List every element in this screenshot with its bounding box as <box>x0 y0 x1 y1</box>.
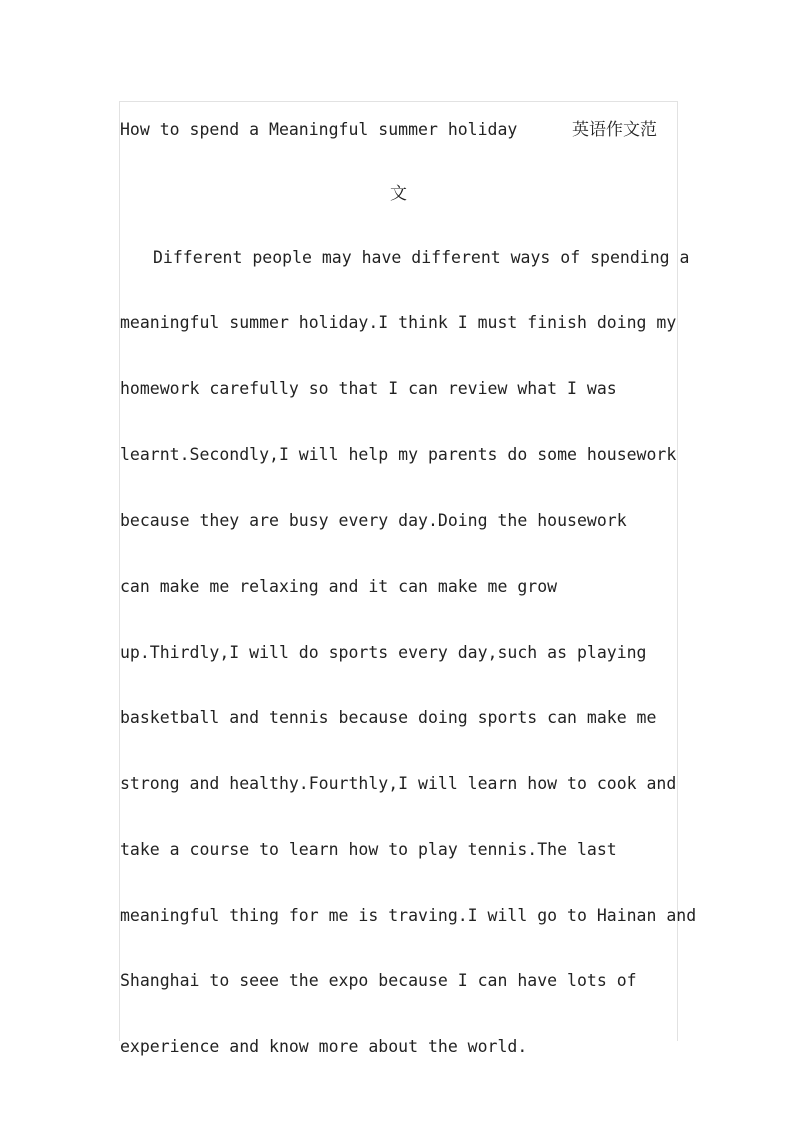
body-line: can make me relaxing and it can make me grow <box>120 577 558 596</box>
body-line: take a course to learn how to play tennis.The last <box>120 840 617 859</box>
body-line: because they are busy every day.Doing the housework <box>120 511 627 530</box>
body-line: experience and know more about the world. <box>120 1037 528 1056</box>
body-line: meaningful thing for me is traving.I will go to Hainan and <box>120 906 697 925</box>
body-line: strong and healthy.Fourthly,I will learn how to cook and <box>120 774 677 793</box>
document-title-english: How to spend a Meaningful summer holiday <box>120 120 518 139</box>
document-title-chinese-continued: 文 <box>390 184 407 204</box>
document-title-chinese: 英语作文范 <box>572 120 657 140</box>
body-line: Shanghai to seee the expo because I can have lots of <box>120 971 637 990</box>
body-line: homework carefully so that I can review what I was <box>120 379 617 398</box>
body-line: learnt.Secondly,I will help my parents do some housework <box>120 445 677 464</box>
body-line: Different people may have different ways of spending a <box>153 248 690 267</box>
body-line: basketball and tennis because doing sports can make me <box>120 708 657 727</box>
page-frame <box>119 101 678 1041</box>
body-line: up.Thirdly,I will do sports every day,such as playing <box>120 643 647 662</box>
body-line: meaningful summer holiday.I think I must finish doing my <box>120 313 677 332</box>
